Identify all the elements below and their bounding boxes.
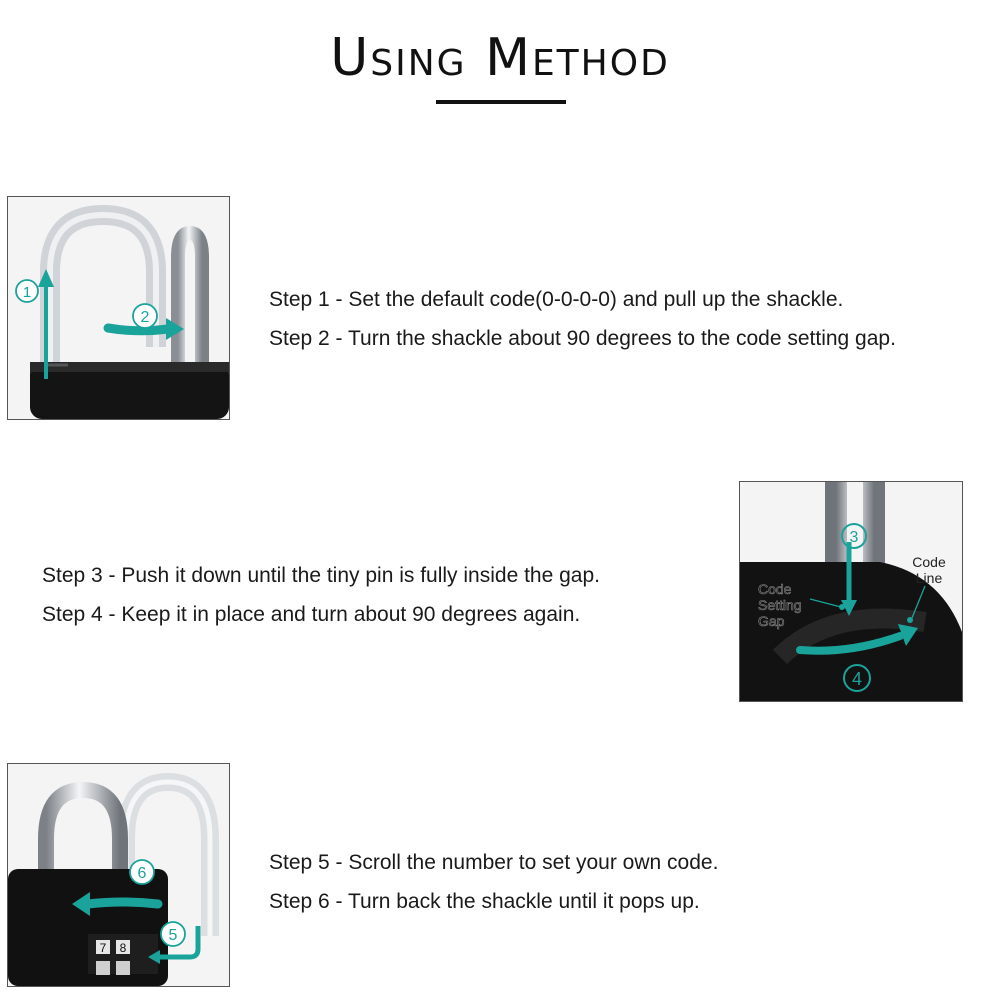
callout-5: 5 <box>168 927 178 944</box>
step-2-text: Step 2 - Turn the shackle about 90 degrees to the code setting gap. <box>269 327 896 350</box>
step-5-6-photo <box>7 763 230 987</box>
dial-digit-7: 7 <box>99 941 107 955</box>
steps-3-4 <box>42 556 600 634</box>
callout-2: 2 <box>140 309 150 326</box>
step-1-text: Step 1 - Set the default code(0-0-0-0) and pull up the shackle. <box>269 288 844 311</box>
step-4-text: Step 4 - Keep it in place and turn about 90 degrees again. <box>42 603 581 626</box>
title-underline <box>436 100 566 104</box>
steps-5-6 <box>269 843 718 921</box>
step-6-text: Step 6 - Turn back the shackle until it pops up. <box>269 890 700 913</box>
callout-4: 4 <box>851 669 863 689</box>
callout-3: 3 <box>849 529 859 546</box>
step-3-text: Step 3 - Push it down until the tiny pin is fully inside the gap. <box>42 564 600 587</box>
page-title: Using Method <box>330 28 670 88</box>
step-3-4-photo <box>739 481 963 702</box>
code-setting-gap-label-3: Gap <box>758 613 785 629</box>
step-1-2-photo <box>7 196 230 420</box>
code-setting-gap-label-1: Code <box>758 581 792 597</box>
code-line-label-1: Code <box>912 554 946 570</box>
steps-1-2 <box>269 280 896 358</box>
step-5-text: Step 5 - Scroll the number to set your own code. <box>269 851 719 874</box>
code-line-label-2: Line <box>915 570 943 586</box>
callout-6: 6 <box>137 865 147 882</box>
callout-1: 1 <box>22 284 32 301</box>
code-setting-gap-label-2: Setting <box>758 597 802 613</box>
dial-digit-8: 8 <box>119 941 127 955</box>
